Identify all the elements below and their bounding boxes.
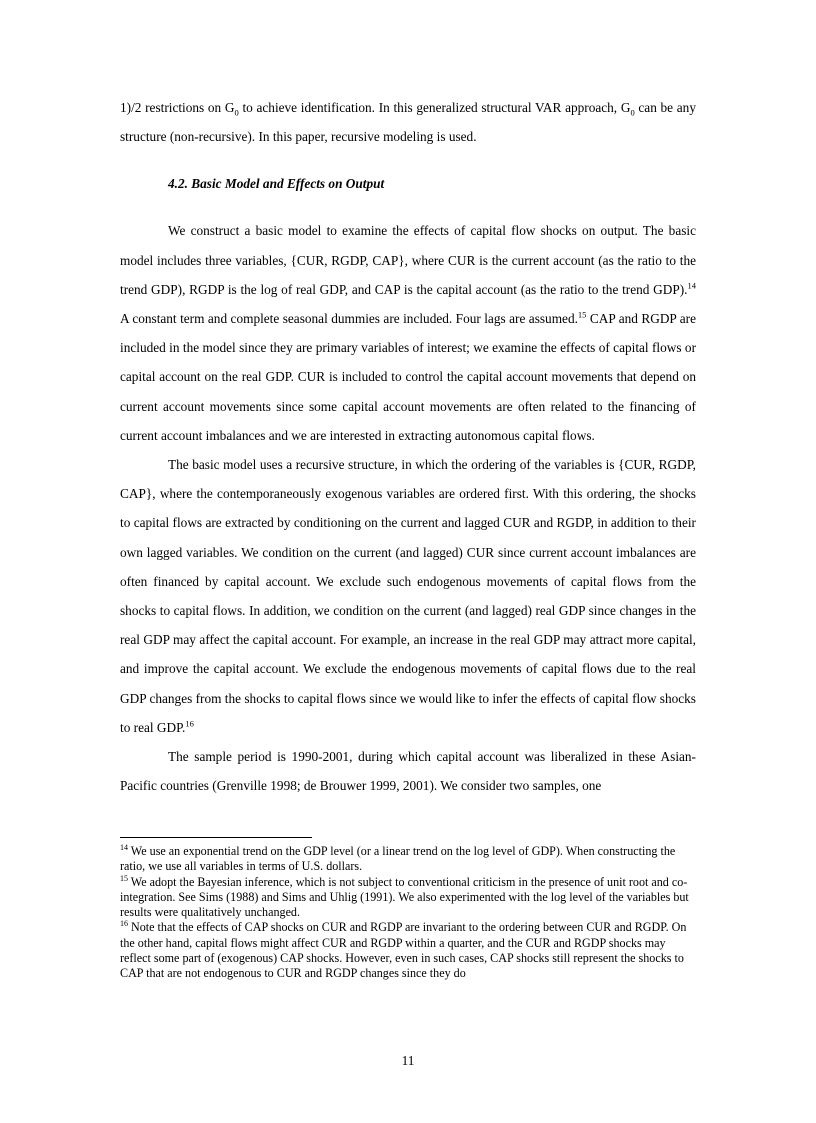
intro-paragraph: [120, 93, 696, 151]
page-number: 11: [401, 1053, 415, 1068]
basic-model-paragraph: [120, 216, 696, 450]
intro-text-2: to achieve identification. In this generalized structural VAR approach, G: [238, 100, 631, 115]
recursive-structure-paragraph: [120, 450, 696, 742]
footnote-text: We use an exponential trend on the GDP level (or a linear trend on the log level of GDP). When constructing the ratio, we use all variables in terms of U.S. dollars.: [120, 844, 676, 874]
paragraph-text: The basic model uses a recursive structure, in which the ordering of the variables is {CUR, RGDP, CAP}, where the contemporaneously exogenous variables are ordered first. With this ordering, the shocks to capital flows are extracted by conditioning on the current and lagged CUR and RGDP, in addition to their own lagged variables. We condition on the current (and lagged) CUR since current account imbalances are often financed by capital account. We exclude such endogenous movements of capital flows from the shocks to capital flows. In addition, we condition on the current (and lagged) real GDP since changes in the real GDP may affect the capital account. For example, an increase in the real GDP may attract more capital, and improve the capital account. We exclude the endogenous movements of capital flows due to the real GDP changes from the shocks to capital flows since we would like to infer the effects of capital flow shocks to real GDP.: [120, 457, 696, 735]
paragraph-text: The sample period is 1990-2001, during which capital account was liberalized in these Asian-Pacific countries (Grenville 1998; de Brouwer 1999, 2001). We consider two samples, one: [120, 749, 696, 794]
footnote-14: [120, 844, 696, 875]
intro-text-3: can be any structure (non-recursive). In this paper, recursive modeling is used.: [120, 100, 696, 145]
footnotes: [120, 844, 696, 982]
g0-subscript: 0: [234, 107, 239, 118]
section-heading: 4.2. Basic Model and Effects on Output: [168, 176, 385, 192]
g0-subscript: 0: [630, 107, 635, 118]
paragraph-text: CAP and RGDP are included in the model since they are primary variables of interest; we examine the effects of capital flows or capital account on the real GDP. CUR is included to control the capital account movements that depend on current account movements since some capital account movements are often related to the financing of current account imbalances and we are interested in extracting autonomous capital flows.: [120, 311, 697, 443]
paragraph-text: We construct a basic model to examine the effects of capital flow shocks on output. The basic model includes three variables, {CUR, RGDP, CAP}, where CUR is the current account (as the ratio to the trend GDP), RGDP is the log of real GDP, and CAP is the capital account (as the ratio to the trend GDP).: [120, 223, 696, 297]
footnote-divider: [120, 837, 312, 838]
sample-period-paragraph: [120, 742, 696, 800]
footnote-number: 14: [120, 842, 128, 852]
paragraph-text: A constant term and complete seasonal dummies are included. Four lags are assumed.: [120, 311, 578, 327]
footnote-15: [120, 875, 696, 921]
footnote-number: 15: [120, 873, 128, 883]
footnote-ref-15[interactable]: 15: [577, 309, 587, 320]
footnote-16: [120, 920, 696, 981]
intro-text-1: 1)/2 restrictions on G: [120, 100, 235, 115]
footnote-ref-16[interactable]: 16: [185, 718, 194, 729]
footnote-number: 16: [120, 919, 128, 929]
footnote-ref-14[interactable]: 14: [687, 280, 696, 291]
page-body: [120, 93, 696, 800]
footnote-text: Note that the effects of CAP shocks on CUR and RGDP are invariant to the ordering between CUR and RGDP. On the other hand, capital flows might affect CUR and RGDP within a quarter, and the CUR and RGDP shocks may reflect some part of (exogenous) CAP shocks. However, even in such cases, CAP shocks still represent the shocks to CAP that are not endogenous to CUR and RGDP changes since they do: [120, 920, 687, 981]
footnote-text: We adopt the Bayesian inference, which is not subject to conventional criticism in the presence of unit root and co-integration. See Sims (1988) and Sims and Uhlig (1991). We also experimented with the log level of the variables but results were qualitatively unchanged.: [120, 874, 689, 920]
